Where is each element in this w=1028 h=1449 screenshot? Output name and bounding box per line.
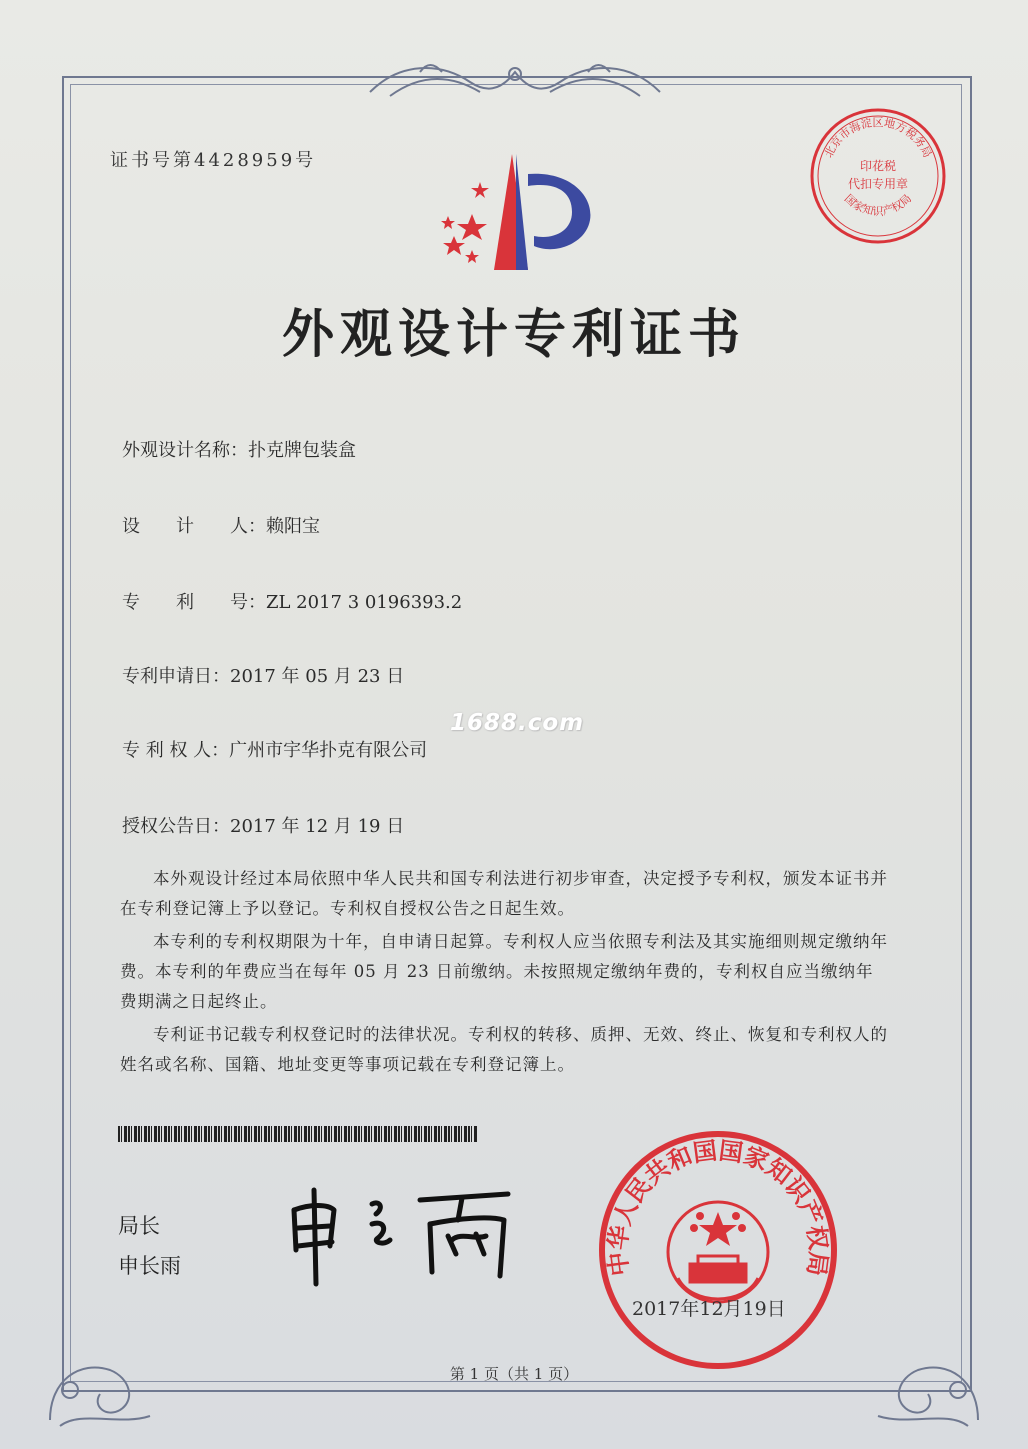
svg-text:国家知识产权局 [842, 192, 914, 218]
body-paragraph: 本专利的专利权期限为十年，自申请日起算。专利权人应当依照专利法及其实施细则规定缴纳年费。本专利的年费应当在每年 05 月 23 日前缴纳。未按照规定缴纳年费的，专利权自应当缴纳年费期满之日起终止。 [120, 932, 888, 1011]
cnipa-logo [432, 152, 602, 282]
tax-stamp-outer-text: 北京市海淀区地方税务局 [821, 116, 935, 160]
star-icons [441, 182, 489, 263]
field-value: 2017 年 12 月 19 日 [230, 816, 405, 837]
field-label: 设 计 人： [122, 516, 266, 537]
tax-stamp-seal [806, 104, 950, 248]
watermark: 1688.com [450, 710, 585, 736]
body-paragraph: 本外观设计经过本局依照中华人民共和国专利法进行初步审查，决定授予专利权，颁发本证书并在专利登记簿上予以登记。专利权自授权公告之日起生效。 [120, 869, 888, 918]
signatory-title: 局长 [118, 1214, 160, 1238]
certificate-number: 证书号第4428959号 [110, 150, 317, 171]
handwritten-signature [280, 1180, 520, 1290]
field-design-name [122, 436, 356, 462]
signatory-name: 申长雨 [118, 1254, 181, 1278]
certificate-body [120, 864, 890, 1083]
top-ornament [360, 52, 670, 108]
field-grant-date [122, 812, 404, 838]
field-value: ZL 2017 3 0196393.2 [266, 592, 463, 613]
field-label: 授权公告日： [122, 816, 230, 837]
tax-stamp-inner-text-2: 代扣专用章 [847, 177, 909, 191]
body-paragraph: 专利证书记载专利权登记时的法律状况。专利权的转移、质押、无效、终止、恢复和专利权人的姓名或名称、国籍、地址变更等事项记载在专利登记簿上。 [120, 1025, 888, 1074]
field-value: 2017 年 05 月 23 日 [230, 666, 405, 687]
field-value: 广州市宇华扑克有限公司 [229, 740, 428, 761]
field-value: 扑克牌包装盒 [248, 440, 356, 461]
certificate-title: 外观设计专利证书 [281, 305, 746, 365]
barcode [118, 1126, 478, 1142]
field-patent-number [122, 588, 462, 614]
field-application-date [122, 662, 404, 688]
tax-stamp-bottom-text: 国家知识产权局 [841, 191, 915, 218]
field-value: 赖阳宝 [266, 516, 320, 537]
seal-text: 中华人民共和国国家知识产权局 [603, 1136, 833, 1278]
emblem-star-icons [690, 1212, 746, 1246]
cnipa-official-seal [596, 1128, 840, 1372]
field-designer [122, 512, 320, 538]
tax-stamp-inner-text-1: 印花税 [859, 159, 897, 173]
field-label: 专 利 号： [122, 592, 266, 613]
page-number: 第 1 页（共 1 页） [449, 1365, 579, 1383]
field-label: 专 利 权 人： [122, 740, 230, 761]
issue-date: 2017年12月19日 [632, 1298, 786, 1320]
field-patentee [122, 736, 427, 762]
field-label: 外观设计名称： [122, 440, 248, 461]
field-label: 专利申请日： [122, 666, 230, 687]
